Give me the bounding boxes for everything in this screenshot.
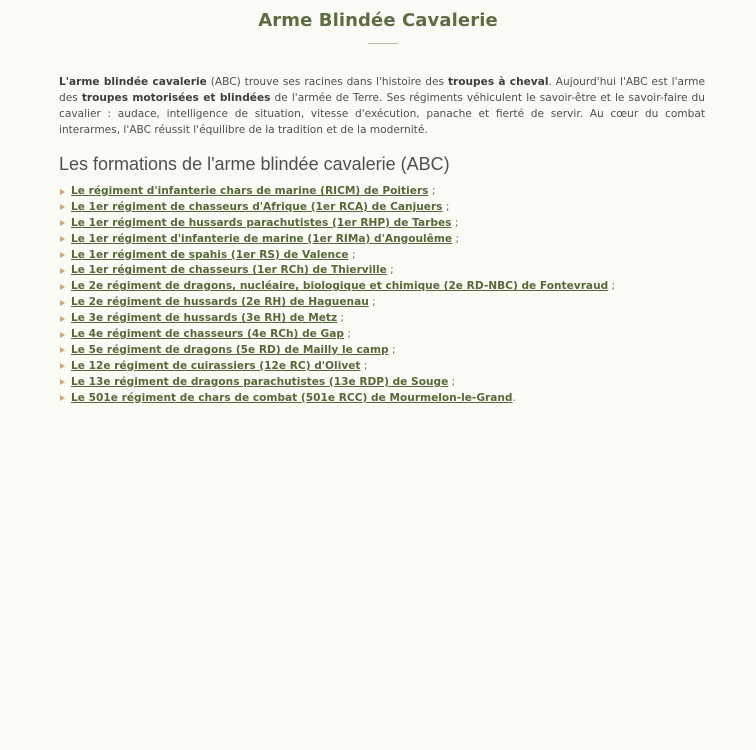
triangle-bullet-icon: [60, 252, 65, 258]
formation-link[interactable]: Le 12e régiment de cuirassiers (12e RC) d'Olivet: [71, 359, 361, 372]
formation-list-item: [59, 216, 739, 232]
formation-list-item: [59, 279, 739, 295]
triangle-bullet-icon: [60, 332, 65, 338]
formation-list-item: [59, 232, 739, 248]
formation-separator: ;: [337, 312, 345, 325]
formation-separator: ;: [368, 296, 376, 309]
formation-list-item: [59, 327, 739, 343]
formation-separator: ;: [428, 185, 436, 197]
triangle-bullet-icon: [60, 284, 65, 290]
formation-list-item: [59, 343, 739, 359]
formation-separator: ;: [448, 375, 456, 388]
triangle-bullet-icon: [60, 220, 65, 226]
formation-link[interactable]: Le 2e régiment de dragons, nucléaire, biologique et chimique (2e RD-NBC) de Fontevraud: [71, 280, 609, 293]
intro-text-1: (ABC) trouve ses racines dans l'histoire des: [206, 76, 448, 88]
formation-list-item: [59, 200, 739, 216]
intro-text-2: . Aujourd'hui l'ABC est l'arme des: [59, 76, 706, 104]
formation-separator: ;: [608, 280, 616, 293]
triangle-bullet-icon: [60, 347, 65, 353]
formation-link[interactable]: Le 501e régiment de chars de combat (501e RCC) de Mourmelon-le-Grand: [71, 391, 513, 404]
triangle-bullet-icon: [60, 204, 65, 210]
intro-text-3: de l'armée de Terre. Ses régiments véhiculent le savoir-être et le savoir-faire du cavalier : audace, intelligence de situation, vitesse d'exécution, panache et fierté de servir. Au cœur du combat interarmes, l'ABC réussit l'équilibre de la tradition et de la modernité.: [59, 92, 705, 136]
formation-list-item: [59, 295, 739, 311]
formation-link[interactable]: Le 3e régiment de hussards (3e RH) de Metz: [71, 312, 338, 325]
triangle-bullet-icon: [60, 363, 65, 369]
triangle-bullet-icon: [60, 300, 65, 306]
triangle-bullet-icon: [60, 268, 65, 274]
formation-list-item: [59, 375, 739, 391]
triangle-bullet-icon: [60, 189, 65, 195]
formation-list-item: [59, 311, 739, 327]
formation-link[interactable]: Le 1er régiment de chasseurs (1er RCh) de Thierville: [71, 264, 387, 277]
formation-separator: ;: [388, 343, 396, 356]
formation-link[interactable]: Le 2e régiment de hussards (2e RH) de Haguenau: [71, 296, 369, 309]
intro-bold-troupes-motorisees: troupes motorisées et blindées: [81, 92, 271, 104]
formation-link[interactable]: Le 5e régiment de dragons (5e RD) de Mailly le camp: [71, 343, 389, 356]
formation-separator: ;: [451, 216, 459, 229]
formation-link[interactable]: Le 1er régiment de chasseurs d'Afrique (1er RCA) de Canjuers: [71, 200, 443, 213]
triangle-bullet-icon: [60, 395, 65, 401]
formation-separator: ;: [348, 248, 356, 261]
formations-list: [59, 184, 739, 406]
formation-separator: ;: [442, 200, 450, 213]
formation-separator: ;: [386, 264, 394, 277]
formation-list-item: [59, 184, 739, 200]
formation-link[interactable]: Le régiment d'infanterie chars de marine (RICM) de Poitiers: [71, 185, 429, 197]
formations-heading: Les formations de l'arme blindée cavalerie (ABC): [59, 154, 450, 174]
page-title: Arme Blindée Cavalerie: [258, 10, 498, 31]
intro-paragraph: [59, 74, 705, 138]
formation-link[interactable]: Le 1er régiment de hussards parachutistes (1er RHP) de Tarbes: [71, 216, 452, 229]
formation-separator: .: [512, 391, 516, 404]
triangle-bullet-icon: [60, 379, 65, 385]
triangle-bullet-icon: [60, 316, 65, 322]
triangle-bullet-icon: [60, 236, 65, 242]
formation-link[interactable]: Le 1er régiment de spahis (1er RS) de Valence: [71, 248, 349, 261]
intro-bold-abc: L'arme blindée cavalerie: [59, 76, 207, 88]
formation-list-item: [59, 248, 739, 264]
formation-separator: ;: [452, 232, 460, 245]
formation-list-item: [59, 359, 739, 375]
formation-separator: ;: [360, 359, 368, 372]
formation-link[interactable]: Le 1er régiment d'infanterie de marine (1er RIMa) d'Angoulême: [71, 232, 453, 245]
title-divider: [368, 43, 398, 44]
formation-link[interactable]: Le 13e régiment de dragons parachutistes (13e RDP) de Souge: [71, 375, 449, 388]
formation-list-item: [59, 391, 739, 407]
formation-list-item: [59, 263, 739, 279]
formation-link[interactable]: Le 4e régiment de chasseurs (4e RCh) de Gap: [71, 328, 344, 341]
intro-bold-troupes-cheval: troupes à cheval: [447, 76, 549, 88]
formation-separator: ;: [343, 328, 351, 341]
